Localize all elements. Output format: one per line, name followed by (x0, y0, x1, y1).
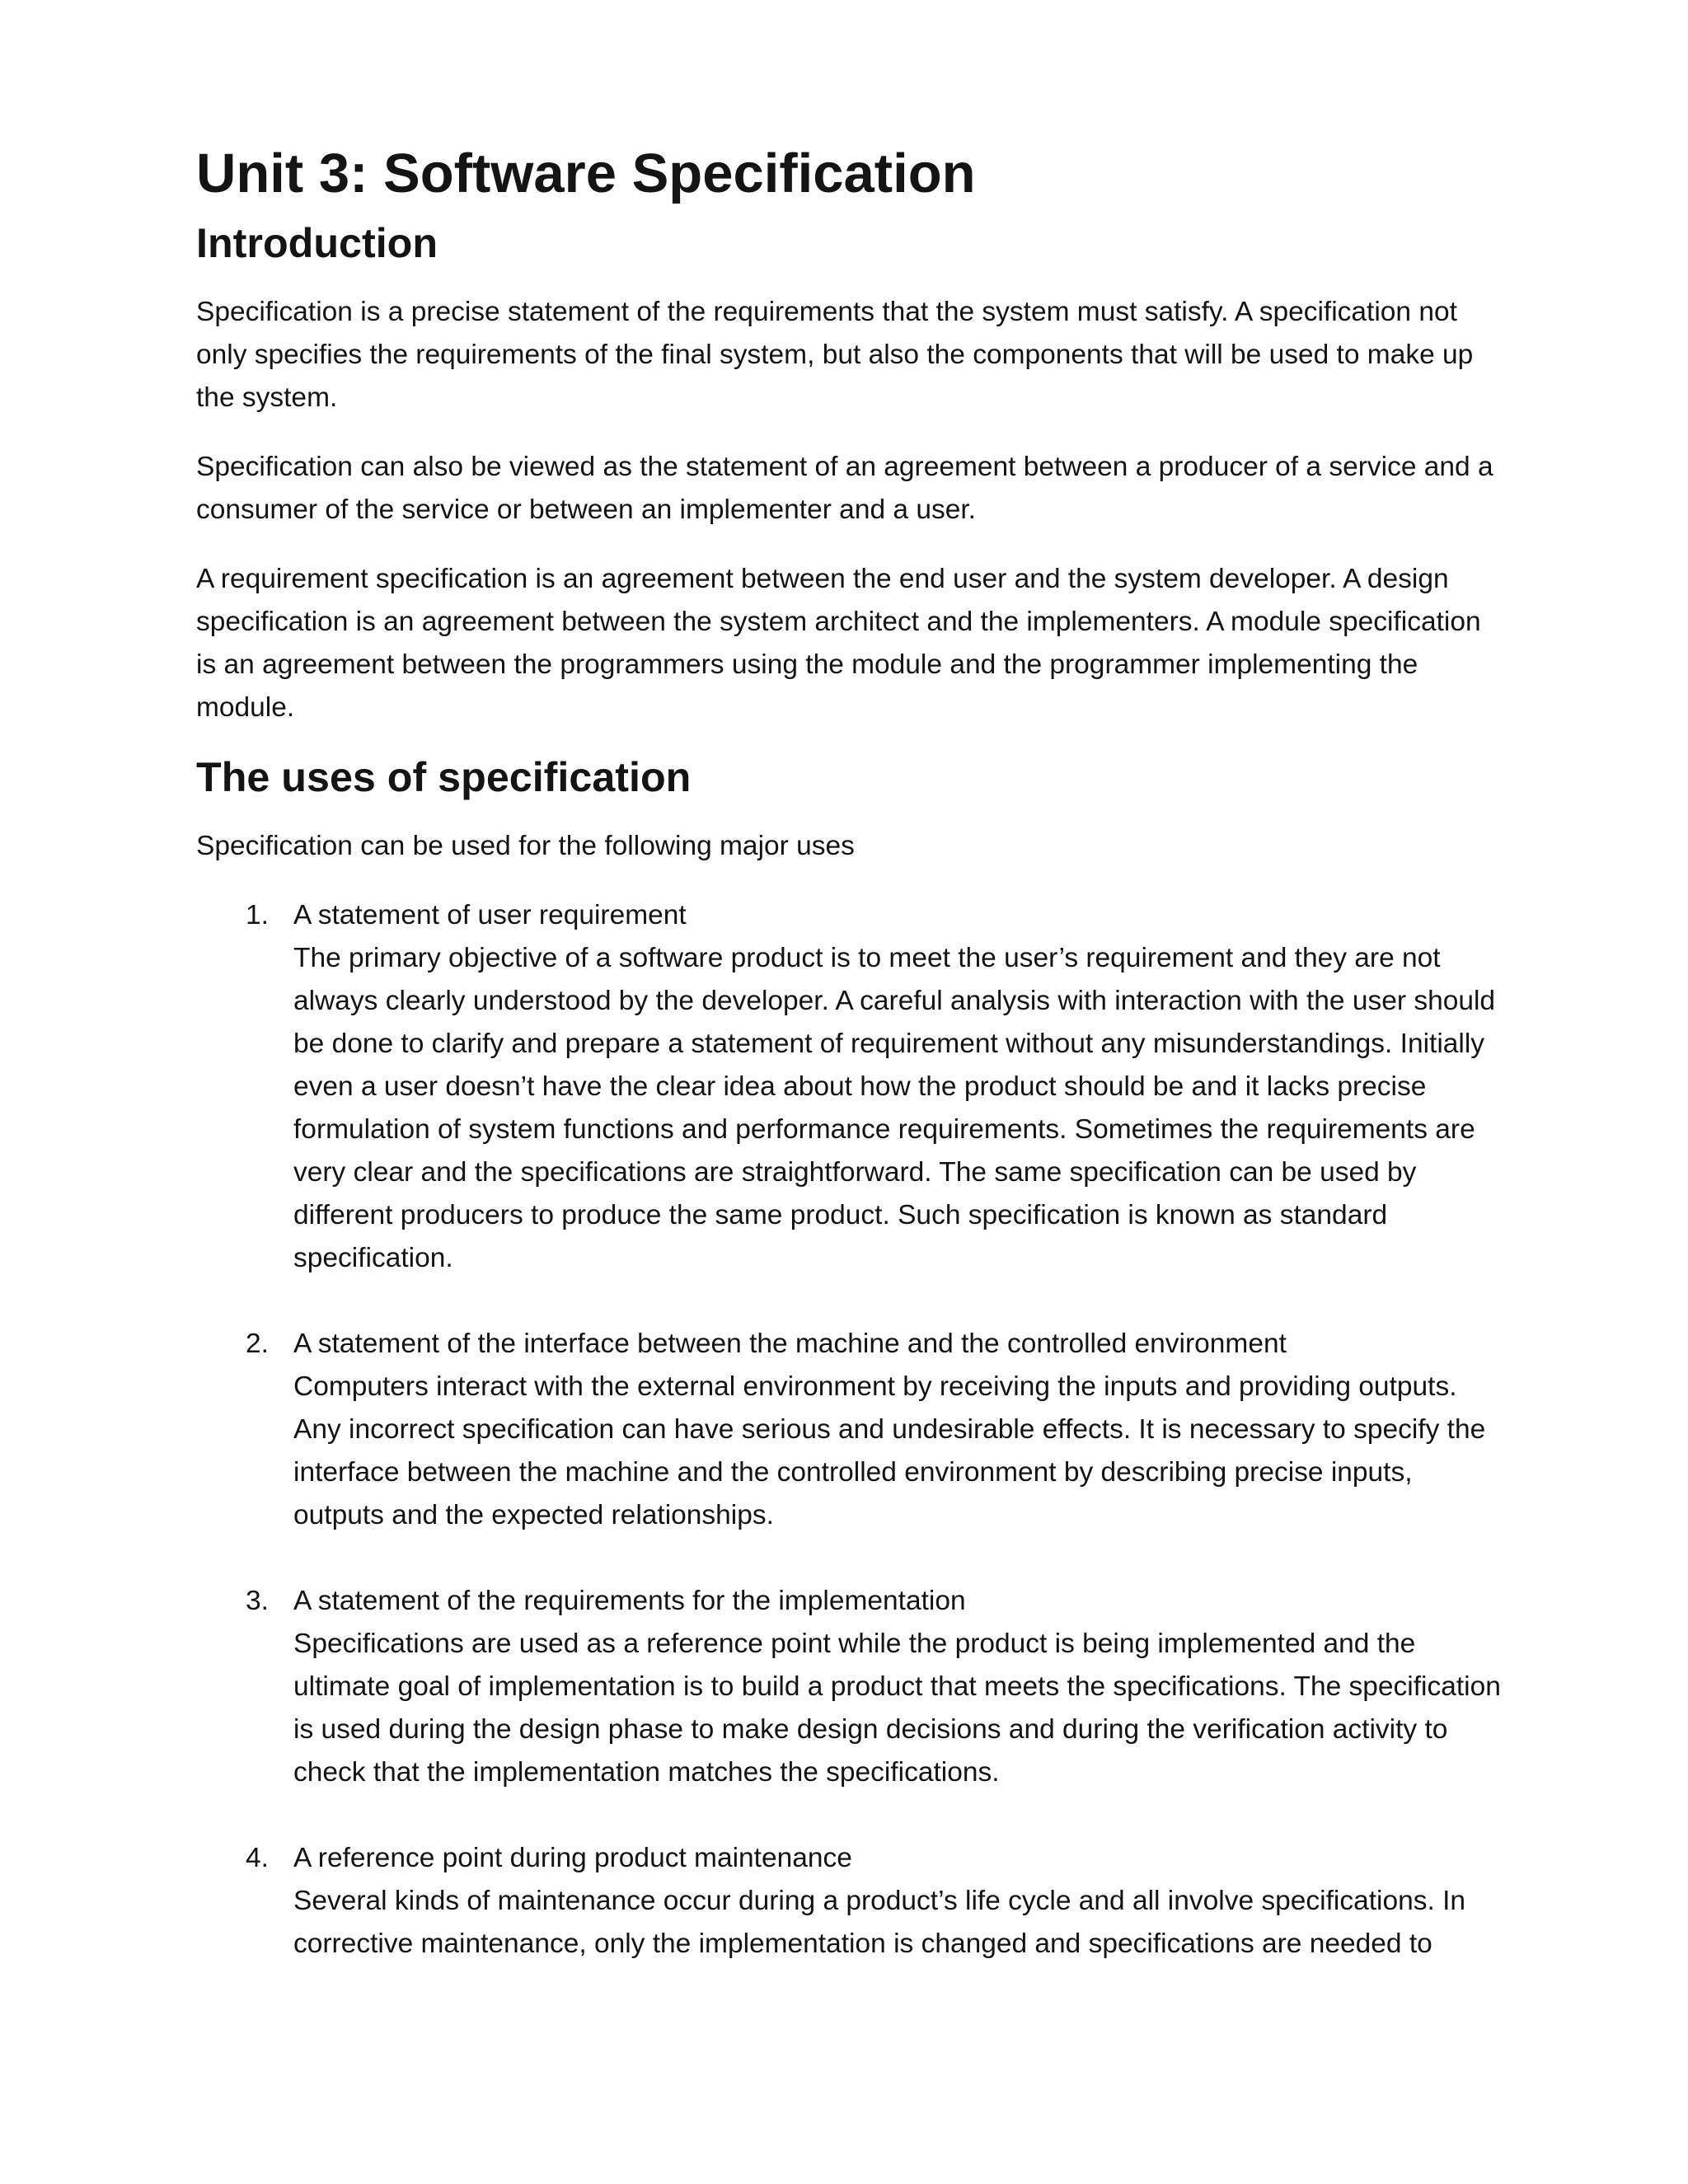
list-item-title: A statement of the requirements for the implementation (293, 1586, 966, 1616)
list-item-body: The primary objective of a software product is to meet the user’s requirement and they are not always clearly understood by the developer. A careful analysis with interaction with the user should be done to clarify and prepare a statement of requirement without any misunderstandings. Initially even a user doesn’t have the clear idea about how the product should be and it lacks precise formulation of system functions and performance requirements. Sometimes the requirements are very clear and the specifications are straightforward. The same specification can be used by different producers to produce the same product. Such specification is known as standard specification. (293, 943, 1496, 1273)
list-item-title: A statement of the interface between the machine and the controlled environment (293, 1329, 1287, 1359)
list-number: 2. (246, 1329, 269, 1359)
list-item-body: Specifications are used as a reference point while the product is being implemented and the ultimate goal of implementation is to build a product that meets the specifications. The specification is used during the design phase to make design decisions and during the verification activity to check that the implementation matches the specifications. (293, 1629, 1501, 1788)
list-item-title: A statement of user requirement (293, 900, 687, 930)
uses-intro: Specification can be used for the following major uses (196, 831, 855, 861)
list-item-body: Computers interact with the external environment by receiving the inputs and providing outputs. Any incorrect specification can have serious and undesirable effects. It is necessary to specify the interface between the machine and the controlled environment by describing precise inputs, outputs and the expected relationships. (293, 1371, 1486, 1530)
intro-paragraph: Specification can also be viewed as the statement of an agreement between a producer of a service and a consumer of the service or between an implementer and a user. (196, 452, 1493, 525)
list-item-title: A reference point during product maintenance (293, 1843, 852, 1873)
list-item (196, 1837, 1508, 1966)
document-content (196, 143, 1508, 2008)
uses-list (196, 894, 1508, 1966)
list-number: 4. (246, 1843, 269, 1873)
list-item (196, 1580, 1508, 1794)
introduction-heading: Introduction (196, 220, 438, 266)
list-item-body: Several kinds of maintenance occur during a product’s life cycle and all involve specifications. In corrective maintenance, only the implementation is changed and specifications are needed to (293, 1886, 1466, 1959)
list-item (196, 894, 1508, 1280)
intro-paragraph: A requirement specification is an agreement between the end user and the system developer. A design specification is an agreement between the system architect and the implementers. A module specification is an agreement between the programmers using the module and the programmer implementing the module. (196, 564, 1481, 723)
uses-heading: The uses of specification (196, 754, 692, 800)
intro-paragraph: Specification is a precise statement of the requirements that the system must satisfy. A specification not only specifies the requirements of the final system, but also the components that will be used to make up the system. (196, 297, 1474, 413)
list-number: 1. (246, 900, 269, 930)
list-number: 3. (246, 1586, 269, 1616)
document-title: Unit 3: Software Specification (196, 143, 976, 204)
list-item (196, 1323, 1508, 1537)
